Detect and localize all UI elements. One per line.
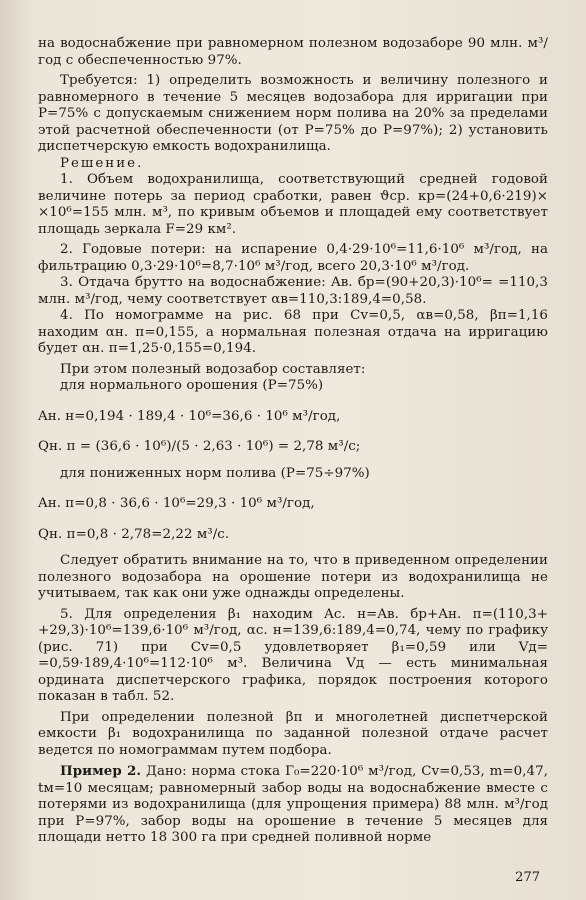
paragraph-reduced-norms: для пониженных норм полива (P=75÷97%): [60, 465, 370, 481]
paragraph-step-1: 1. Объем водохранилища, соответствующий средней годовой величине потерь за период сработки, равен ϑср. кр=(24+0,6·219)× ×10⁶=155 млн. м³, по кривым объемов и площадей ему соответствует площадь зеркала F=29 км².: [38, 172, 548, 237]
paragraph-normal-irrigation: для нормального орошения (P=75%): [60, 378, 324, 393]
paragraph-step-5: 5. Для определения β₁ находим Aс. н=Aв. бр+Aн. п=(110,3+ +29,3)·10⁶=139,6·10⁶ м³/год, αс. н=139,6:189,4=0,74, чему по графику (рис. 71) при Cv=0,5 удовлетворяет β₁=0,59 или Vд= =0,59·189,4·10⁶=112·10⁶ м³. Величина Vд — есть минимальная ордината диспетчерского графика, порядок построения которого показан в табл. 52.: [38, 606, 548, 704]
paragraph-continuation: на водоснабжение при равномерном полезном водозаборе 90 млн. м³/год с обеспеченностью 97%.: [38, 36, 548, 68]
paragraph-step-3: 3. Отдача брутто на водоснабжение: Aв. бр=(90+20,3)·10⁶= =110,3 млн. м³/год, чему соответствует αв=110,3:189,4=0,58.: [38, 275, 548, 307]
page-text: [38, 36, 548, 847]
paragraph-example-2: [38, 763, 548, 847]
solution-heading: Решение.: [60, 155, 144, 171]
paragraph-task: Требуется: 1) определить возможность и величину полезного и равномерного в течение 5 месяцев водозабора для ирригации при P=75% с допускаемым снижением норм полива на 20% за пределами этой расчетной обеспеченности (от P=75% до P=97%); 2) установить диспетчерскую емкость водохранилища.: [38, 73, 548, 154]
paragraph-step-4: 4. По номограмме на рис. 68 при Cv=0,5, αв=0,58, βп=1,16 находим αн. п=0,155, а нормальная полезная отдача на ирригацию будет αн. п=1,25·0,155=0,194.: [38, 308, 548, 356]
paragraph-step-2: 2. Годовые потери: на испарение 0,4·29·10⁶=11,6·10⁶ м³/год, на фильтрацию 0,3·29·10⁶=8,7·10⁶ м³/год, всего 20,3·10⁶ м³/год.: [38, 242, 548, 274]
formula-reduced-intake: Aн. п=0,8 · 36,6 · 10⁶=29,3 · 10⁶ м³/год,: [38, 496, 315, 511]
example-label: Пример 2.: [60, 763, 142, 779]
page-number: 277: [515, 870, 540, 885]
paragraph-intake-intro: При этом полезный водозабор составляет:: [60, 361, 366, 377]
formula-annual-intake: Aн. н=0,194 · 189,4 · 10⁶=36,6 · 10⁶ м³/год,: [38, 408, 341, 424]
example-text: Дано: норма стока Г₀=220·10⁶ м³/год, Cv=0,53, m=0,47, tм=10 месяцам; равномерный забор воды на водоснабжение вместе с потерями из водохранилища (для упрощения примера) 88 млн. м³/год при P=97%, забор воды на орошение в течение 5 месяцев для площади нетто 18 300 га при средней поливной норме: [38, 764, 549, 845]
paragraph-note: Следует обратить внимание на то, что в приведенном определении полезного водозабора на орошение потери из водохранилища не учитываем, так как они уже однажды определены.: [38, 553, 548, 601]
formula-discharge: Qн. п = (36,6 · 10⁶)/(5 · 2,63 · 10⁶) = 2,78 м³/с;: [38, 439, 361, 454]
paragraph-selection: При определении полезной βп и многолетней диспетчерской емкости β₁ водохранилища по заданной полезной отдаче расчет ведется по номограммам путем подбора.: [38, 709, 548, 758]
formula-reduced-discharge: Qн. п=0,8 · 2,78=2,22 м³/с.: [38, 526, 230, 542]
